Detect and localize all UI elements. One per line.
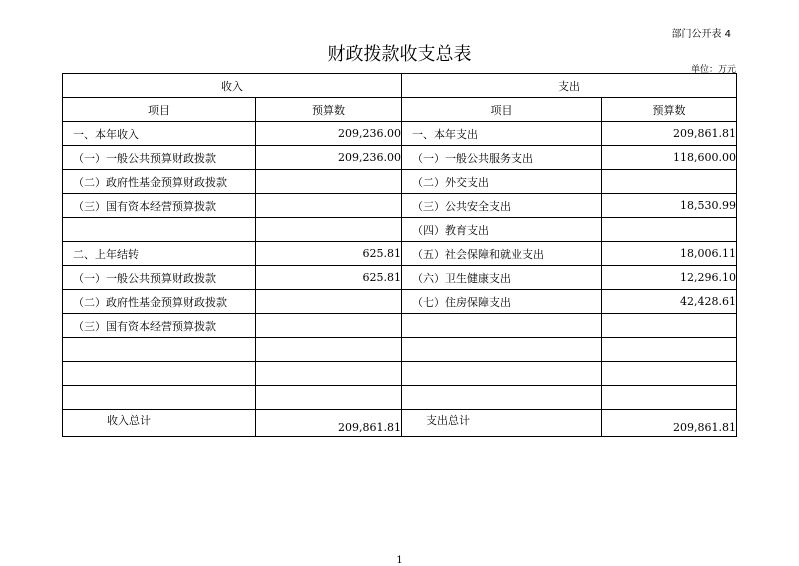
expense-value-cell: 12,296.10 bbox=[602, 266, 737, 290]
table-row bbox=[63, 386, 737, 410]
income-item-cell: 二、上年结转 bbox=[63, 242, 256, 266]
income-value-cell bbox=[256, 218, 402, 242]
expense-item-cell bbox=[402, 314, 602, 338]
income-value-cell bbox=[256, 338, 402, 362]
expense-value-cell: 118,600.00 bbox=[602, 146, 737, 170]
expense-total-label: 支出总计 bbox=[402, 410, 602, 437]
income-item-cell: （一）一般公共预算财政拨款 bbox=[63, 266, 256, 290]
expense-item-cell: （三）公共安全支出 bbox=[402, 194, 602, 218]
income-item-cell: （二）政府性基金预算财政拨款 bbox=[63, 170, 256, 194]
income-value-cell bbox=[256, 194, 402, 218]
table-row bbox=[63, 194, 737, 218]
income-item-cell: 一、本年收入 bbox=[63, 122, 256, 146]
income-value-cell bbox=[256, 314, 402, 338]
table-row bbox=[63, 122, 737, 146]
unit-label: 单位：万元 bbox=[690, 65, 736, 75]
income-item-cell bbox=[63, 386, 256, 410]
income-value-cell bbox=[256, 290, 402, 314]
table-row bbox=[63, 170, 737, 194]
page-title: 财政拨款收支总表 bbox=[327, 44, 472, 65]
table-row bbox=[63, 362, 737, 386]
income-item-cell: （三）国有资本经营预算拨款 bbox=[63, 194, 256, 218]
table-row bbox=[63, 338, 737, 362]
income-item-header: 项目 bbox=[63, 98, 256, 122]
expense-item-cell: （七）住房保障支出 bbox=[402, 290, 602, 314]
income-total-value: 209,861.81 bbox=[256, 410, 402, 437]
expense-value-cell: 18,006.11 bbox=[602, 242, 737, 266]
income-value-cell bbox=[256, 386, 402, 410]
expense-value-cell: 42,428.61 bbox=[602, 290, 737, 314]
expense-total-value: 209,861.81 bbox=[602, 410, 737, 437]
expense-item-cell bbox=[402, 362, 602, 386]
expense-item-cell: （六）卫生健康支出 bbox=[402, 266, 602, 290]
expense-budget-header: 预算数 bbox=[602, 98, 737, 122]
income-item-cell bbox=[63, 362, 256, 386]
income-item-cell: （二）政府性基金预算财政拨款 bbox=[63, 290, 256, 314]
page-number: 1 bbox=[396, 555, 403, 566]
expense-item-cell bbox=[402, 338, 602, 362]
income-value-cell bbox=[256, 362, 402, 386]
income-item-cell bbox=[63, 338, 256, 362]
expense-value-cell bbox=[602, 314, 737, 338]
income-item-cell bbox=[63, 218, 256, 242]
expense-item-cell: （四）教育支出 bbox=[402, 218, 602, 242]
income-item-cell: （三）国有资本经营预算拨款 bbox=[63, 314, 256, 338]
income-header: 收入 bbox=[63, 74, 402, 98]
table-row bbox=[63, 266, 737, 290]
expense-value-cell bbox=[602, 338, 737, 362]
expense-item-cell bbox=[402, 386, 602, 410]
table-row bbox=[63, 290, 737, 314]
table-row bbox=[63, 146, 737, 170]
income-item-cell: （一）一般公共预算财政拨款 bbox=[63, 146, 256, 170]
income-value-cell: 209,236.00 bbox=[256, 122, 402, 146]
expense-value-cell bbox=[602, 218, 737, 242]
table-row bbox=[63, 314, 737, 338]
expense-item-cell: （五）社会保障和就业支出 bbox=[402, 242, 602, 266]
total-row bbox=[63, 410, 737, 437]
expense-value-cell bbox=[602, 362, 737, 386]
expense-value-cell: 209,861.81 bbox=[602, 122, 737, 146]
group-header-row bbox=[63, 74, 737, 98]
income-budget-header: 预算数 bbox=[256, 98, 402, 122]
income-value-cell: 209,236.00 bbox=[256, 146, 402, 170]
expense-item-header: 项目 bbox=[402, 98, 602, 122]
income-value-cell bbox=[256, 170, 402, 194]
expense-value-cell: 18,530.99 bbox=[602, 194, 737, 218]
table-row bbox=[63, 218, 737, 242]
expense-value-cell bbox=[602, 170, 737, 194]
income-total-label: 收入总计 bbox=[63, 410, 256, 437]
table-row bbox=[63, 242, 737, 266]
expense-header: 支出 bbox=[402, 74, 737, 98]
expense-item-cell: 一、本年支出 bbox=[402, 122, 602, 146]
form-label: 部门公开表 4 bbox=[671, 29, 731, 40]
income-value-cell: 625.81 bbox=[256, 266, 402, 290]
expense-value-cell bbox=[602, 386, 737, 410]
expense-item-cell: （一）一般公共服务支出 bbox=[402, 146, 602, 170]
column-header-row bbox=[63, 98, 737, 122]
expense-item-cell: （二）外交支出 bbox=[402, 170, 602, 194]
budget-summary-table bbox=[62, 73, 737, 437]
income-value-cell: 625.81 bbox=[256, 242, 402, 266]
